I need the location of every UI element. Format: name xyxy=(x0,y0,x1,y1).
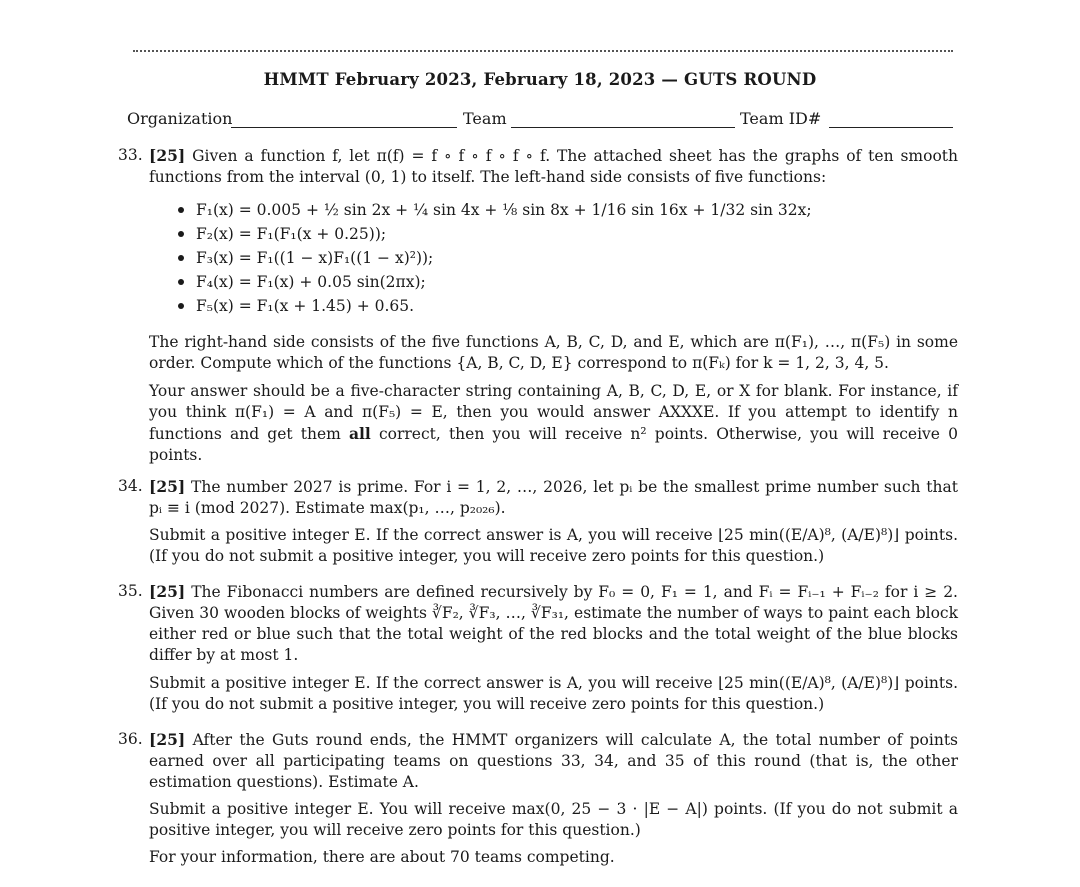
problem-number: 33. xyxy=(118,146,143,164)
problem-number: 34. xyxy=(118,477,143,495)
list-item: F₄(x) = F₁(x) + 0.05 sin(2πx); xyxy=(174,270,958,294)
submission-instructions: Submit a positive integer E. If the correct answer is A, you will receive ⌊25 min((E/A)⁸, (A/E)⁸)⌋ points. (If you do not submit a positive integer, you will receive zero points for this question.) xyxy=(149,526,958,565)
submission-instructions: Submit a positive integer E. If the correct answer is A, you will receive ⌊25 min((E/A)⁸, (A/E)⁸)⌋ points. (If you do not submit a positive integer, you will receive zero points for this question.) xyxy=(149,674,958,713)
problem-33 xyxy=(118,145,958,466)
page-title: HMMT February 2023, February 18, 2023 — GUTS ROUND xyxy=(263,70,817,89)
problem-35 xyxy=(118,581,958,715)
problem-36 xyxy=(118,729,958,868)
problem-points: [25] xyxy=(149,477,186,496)
problem-points: [25] xyxy=(149,730,186,749)
team-id-label: Team ID# xyxy=(740,109,822,128)
function-list xyxy=(174,198,958,318)
team-id-blank xyxy=(829,127,953,128)
info-note: For your information, there are about 70 teams competing. xyxy=(149,848,615,866)
team-info-fields xyxy=(127,109,953,133)
problem-text: The number 2027 is prime. For i = 1, 2, …, 2026, let pᵢ be the smallest prime number such that pᵢ ≡ i (mod 2027). Estimate max(p₁, …, p₂₀₂₆). xyxy=(149,478,958,517)
list-item: F₁(x) = 0.005 + ½ sin 2x + ¼ sin 4x + ⅛ sin 8x + 1/16 sin 16x + 1/32 sin 32x; xyxy=(174,198,958,222)
list-item: F₅(x) = F₁(x + 1.45) + 0.65. xyxy=(174,294,958,318)
instructions-text: Your answer should be a five-character string containing A, B, C, D, E, or X for blank. For instance, if you think π(F₁) = A and π(F₅) = E, then you would answer AXXXE. If you attempt to identify n functions and get them xyxy=(149,382,958,443)
problem-statement xyxy=(149,581,958,666)
answer-instructions xyxy=(149,381,958,466)
team-label: Team xyxy=(463,109,507,128)
top-dotted-rule xyxy=(133,50,953,52)
problem-statement xyxy=(149,729,958,793)
list-item: F₂(x) = F₁(F₁(x + 0.25)); xyxy=(174,222,958,246)
problem-points: [25] xyxy=(149,582,186,601)
problem-paragraph: The right-hand side consists of the five functions A, B, C, D, and E, which are π(F₁), …, π(F₅) in some order. Compute which of the functions {A, B, C, D, E} correspond to π(Fₖ) for k = 1, 2, 3, 4, 5. xyxy=(149,333,958,372)
problem-statement xyxy=(149,476,958,519)
team-blank xyxy=(511,127,735,128)
list-item: F₃(x) = F₁((1 − x)F₁((1 − x)²)); xyxy=(174,246,958,270)
problem-text: Given a function f, let π(f) = f ∘ f ∘ f ∘ f ∘ f. The attached sheet has the graphs of ten smooth functions from the interval (0, 1) to itself. The left-hand side consists of five functions: xyxy=(149,147,958,186)
problem-text: The Fibonacci numbers are defined recursively by F₀ = 0, F₁ = 1, and Fᵢ = Fᵢ₋₁ + Fᵢ₋₂ for i ≥ 2. Given 30 wooden blocks of weights ∛F₂, ∛F₃, …, ∛F₃₁, estimate the number of ways to paint each block either red or blue such that the total weight of the red blocks and the total weight of the blue blocks differ by at most 1. xyxy=(149,583,958,664)
problem-statement xyxy=(149,145,958,188)
problem-34 xyxy=(118,476,958,567)
problem-number: 35. xyxy=(118,582,143,600)
instructions-emphasis: all xyxy=(348,424,371,443)
instructions-text: correct, then you will receive n² points. Otherwise, you will receive 0 points. xyxy=(149,425,958,464)
problem-text: After the Guts round ends, the HMMT organizers will calculate A, the total number of points earned over all participating teams on questions 33, 34, and 35 of this round (that is, the other estimation questions). Estimate A. xyxy=(149,731,958,791)
problem-number: 36. xyxy=(118,730,143,748)
organization-blank xyxy=(231,127,457,128)
problem-points: [25] xyxy=(149,146,186,165)
organization-label: Organization xyxy=(127,109,233,128)
submission-instructions: Submit a positive integer E. You will receive max(0, 25 − 3 · |E − A|) points. (If you do not submit a positive integer, you will receive zero points for this question.) xyxy=(149,800,958,839)
